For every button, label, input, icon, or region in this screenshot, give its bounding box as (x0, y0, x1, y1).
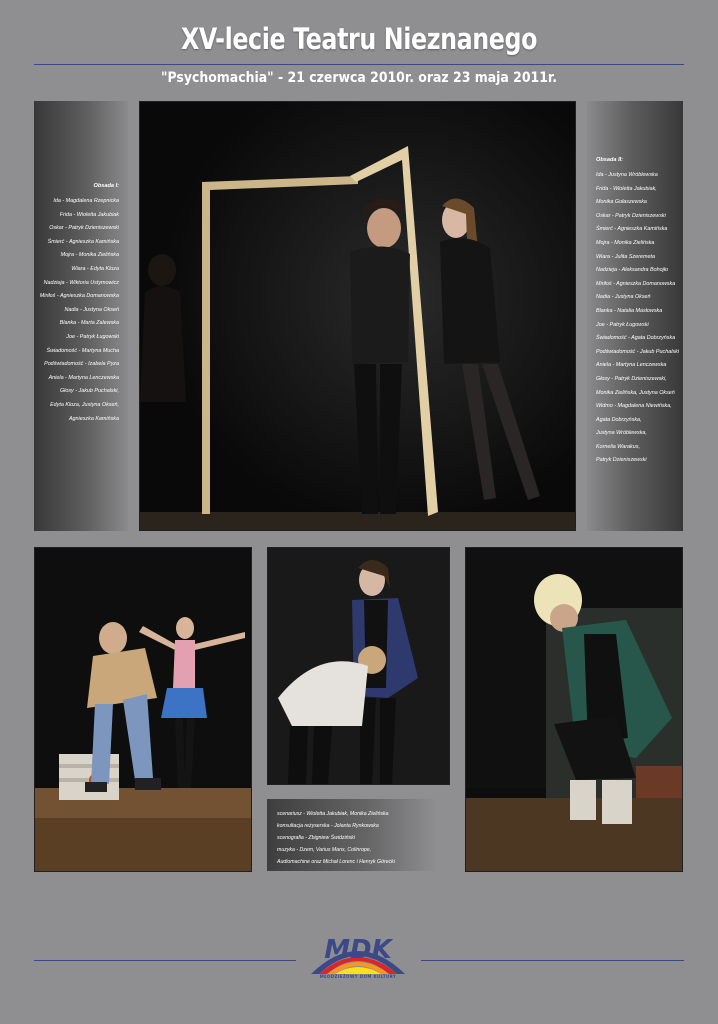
text-line: Miriłoś - Agnieszka Domanowska (596, 280, 676, 287)
cast-panel-left (34, 101, 128, 531)
text-line: Mojra - Monika Zielińska (60, 252, 119, 259)
text-line: scenografia - Zbigniew Świdziński (277, 835, 355, 841)
text-line: Śmierć - Agnieszka Kamińska (596, 226, 668, 233)
text-line: Blanka - Natalia Masłowska (596, 307, 663, 314)
text-line: Aniela - Martyna Lenczewska (48, 374, 119, 381)
text-line: Wiara - Edyta Kloza (71, 265, 119, 272)
credits-panel (267, 799, 437, 871)
text-line: Agnieszka Kamińska (68, 415, 119, 422)
cast-list (596, 172, 683, 471)
title-divider (34, 64, 684, 65)
poster-title: XV-lecie Teatru Nieznanego (180, 22, 538, 56)
text-line: Justyna Wróblewska, (596, 430, 647, 437)
logo-letters: MDK (324, 935, 392, 965)
text-line: Głosy - Jakub Puchalski, (59, 388, 119, 395)
mdk-logo (305, 934, 411, 982)
text-line: Nadia - Justyna Okseń (64, 306, 119, 313)
text-line: Ida - Magdalena Rzepnicka (53, 198, 119, 204)
stage-photo-two-girls (267, 547, 450, 785)
cast-list (34, 198, 119, 429)
cast-panel-right (587, 101, 683, 531)
text-line: Nadzieja - Wiktoria Ustymowicz (43, 279, 119, 286)
main-stage-photo (139, 101, 576, 531)
text-line: Oskar - Patryk Dzieniszewski (596, 212, 666, 219)
credits-list (277, 811, 437, 871)
text-line: Świadomość - Martyna Mucha (46, 347, 119, 354)
text-line: Frida - Wioletta Jakubiak, (596, 185, 657, 192)
stage-photo-blonde-girl (465, 547, 683, 872)
poster-subtitle: "Psychomachia" - 21 czerwca 2010r. oraz 23 maja 2011r. (160, 70, 557, 86)
footer-divider-right (421, 960, 684, 961)
cast-heading: Obsada II: (596, 157, 624, 163)
text-line: Kornelia Warakus, (596, 443, 640, 450)
text-line: Nadzieja - Aleksandra Bohojło (596, 267, 669, 274)
text-line: Widmo - Magdalena Niewińska, (596, 403, 672, 410)
text-line: Śmierć - Agnieszka Kamińska (47, 238, 119, 245)
mdk-logo-mark (305, 934, 411, 974)
text-line: konsultacja reżyserska - Jolanta Rynkowska (277, 823, 379, 829)
text-line: Mojra - Monika Zielińska (596, 239, 655, 246)
text-line: Świadomość - Agata Dobrzyńska (596, 335, 676, 342)
text-line: Joe - Patryk Ługowski (596, 321, 649, 328)
text-line: Oskar - Patryk Dzieniszewski (49, 225, 119, 232)
text-line: Audiomachine oraz Michał Lorenc i Henryk Górecki (277, 859, 395, 865)
text-line: Miriłoś - Agnieszka Domanowska (39, 293, 119, 300)
text-line: Podświadomość - Jakub Puchalski (596, 348, 679, 355)
stage-photo-boy-on-crate (34, 547, 252, 872)
logo-caption: MŁODZIEŻOWY DOM KULTURY (319, 974, 397, 979)
text-line: Wiara - Julita Szeremeta (596, 253, 655, 260)
text-line: Agata Dobrzyńska, (596, 416, 642, 423)
text-line: Nadia - Justyna Okseń (596, 294, 651, 301)
cast-heading: Obsada I: (93, 183, 119, 189)
text-line: Podświadomość - Izabela Pyza (44, 361, 119, 368)
text-line: Monika Zielińska, Justyna Okseń (596, 389, 675, 396)
text-line: Joe - Patryk Ługowski (66, 333, 119, 340)
text-line: Edyta Kloza, Justyna Okseń, (50, 401, 119, 408)
footer-divider-left (34, 960, 296, 961)
text-line: Frida - Wioletta Jakubiak (59, 211, 119, 218)
text-line: Głosy - Patryk Dzieniszewski, (596, 375, 667, 382)
text-line: scenariusz - Wioletta Jakubiak, Monika Zielińska (277, 811, 389, 817)
text-line: Monika Gołaszewska (596, 199, 647, 206)
text-line: Patryk Dzieniszewski (596, 457, 647, 464)
text-line: Ida - Justyna Wróblewska (596, 172, 658, 178)
text-line: Aniela - Martyna Lenczewska (596, 362, 667, 369)
text-line: Blanka - Marta Zalewska (59, 320, 119, 327)
text-line: muzyka - Dzem, Varius Manx, Colinrope, (277, 847, 372, 853)
